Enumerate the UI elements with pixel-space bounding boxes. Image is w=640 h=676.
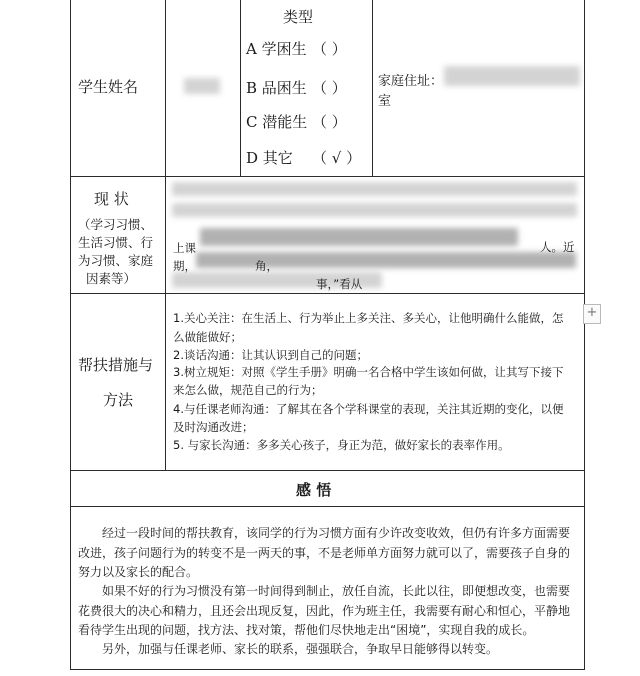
student-name-redacted: [184, 78, 220, 94]
reflection-paragraph: [78, 640, 578, 660]
type-option-d: [246, 147, 293, 168]
type-option-c-mark: （ ）: [312, 113, 347, 131]
type-option-b-mark: （ ）: [312, 79, 347, 97]
status-text-redacted: [172, 203, 577, 217]
measure-line: 2.谈话沟通：让其认识到自己的问题；: [173, 348, 368, 362]
name-value-divider: [240, 0, 241, 176]
measure-line: 5. 与家长沟通：多多关心孩子，身正为范，做好家长的表率作用。: [173, 438, 510, 452]
status-fragment: 角，: [255, 259, 278, 273]
type-option-label: C 潜能生: [246, 113, 308, 131]
status-sub-line: 因素等）: [86, 271, 137, 286]
type-column-divider: [372, 0, 373, 176]
measure-line: 及时沟通改进；: [173, 420, 254, 434]
type-option-b: [246, 77, 307, 98]
row-divider-4: [70, 506, 585, 507]
address-label: 家庭住址：: [378, 74, 444, 89]
type-option-a: [246, 38, 307, 59]
reflection-paragraph-text: 另外，加强与任课老师、家长的联系，强强联合，争取早日能够得以转变。: [102, 642, 499, 656]
row-divider-3: [70, 470, 585, 471]
measure-line: 1.关心关注：在生活上、行为举止上多关注、多关心，让他明确什么能做，怎: [173, 311, 564, 325]
status-fragment: 事，”看从: [316, 277, 363, 291]
table-border-bottom: [70, 669, 585, 670]
address-tail: 室: [378, 94, 392, 109]
status-fragment: 上课: [173, 241, 196, 255]
status-text-redacted: [172, 182, 577, 196]
help-heading-line-1: 帮扶措施与: [78, 356, 154, 374]
reflection-paragraph-text: 如果不好的行为习惯没有第一时间得到制止，放任自流，长此以往，即便想改变，也需要花费很大的决心和精力，且还会出现反复，因此，作为班主任，我需要有耐心和恒心，平静地看待学生出现的问题，找方法、找对策，帮他们尽快地走出“困境”，实现自我的成长。: [78, 584, 571, 637]
student-name-label: 学生姓名: [78, 78, 139, 96]
status-sub-line: 生活习惯、行: [78, 235, 154, 250]
reflection-paragraph-text: 经过一段时间的帮扶教育，该同学的行为习惯方面有少许改变收效，但仍有许多方面需要改进，孩子问题行为的转变不是一两天的事，不是老师单方面努力就可以了，需要孩子自身的努力以及家长的配合。: [78, 526, 571, 579]
type-title: 类型: [283, 8, 314, 26]
status-fragment: 期，: [173, 259, 196, 273]
status-fragment: 人。近: [540, 240, 575, 254]
reflection-paragraph: [78, 582, 578, 641]
status-heading: 现 状: [94, 190, 129, 208]
measure-line: 3.树立规矩：对照《学生手册》明确一名合格中学生该如何做，让其写下接下: [173, 365, 564, 379]
reflection-paragraph: [78, 524, 578, 583]
help-heading-line-2: 方法: [103, 391, 134, 409]
add-row-button[interactable]: +: [583, 304, 601, 324]
measure-line: 来怎么做，规范自己的行为；: [173, 383, 323, 397]
table-border-left: [70, 0, 71, 670]
label-column-divider: [165, 0, 166, 470]
type-option-label: D 其它: [246, 149, 293, 167]
address-redacted: [444, 66, 580, 86]
measure-line: 么做能做好；: [173, 330, 242, 344]
table-border-right: [584, 0, 585, 670]
type-option-a-mark: （ ）: [312, 40, 347, 58]
type-option-d-mark: （ √ ）: [312, 149, 362, 167]
row-divider-1: [70, 176, 585, 177]
reflection-heading: 感 悟: [296, 481, 332, 499]
status-sub-line: （学习习惯、: [78, 217, 154, 232]
status-sub-line: 为习惯、家庭: [78, 253, 154, 268]
type-option-label: B 品困生: [246, 79, 307, 97]
status-text-redacted: [196, 252, 576, 268]
type-option-label: A 学困生: [246, 40, 307, 58]
measure-line: 4.与任课老师沟通：了解其在各个学科课堂的表现，关注其近期的变化，以便: [173, 402, 564, 416]
type-option-c: [246, 111, 307, 132]
status-text-redacted: [200, 228, 518, 246]
row-divider-2: [70, 293, 585, 294]
